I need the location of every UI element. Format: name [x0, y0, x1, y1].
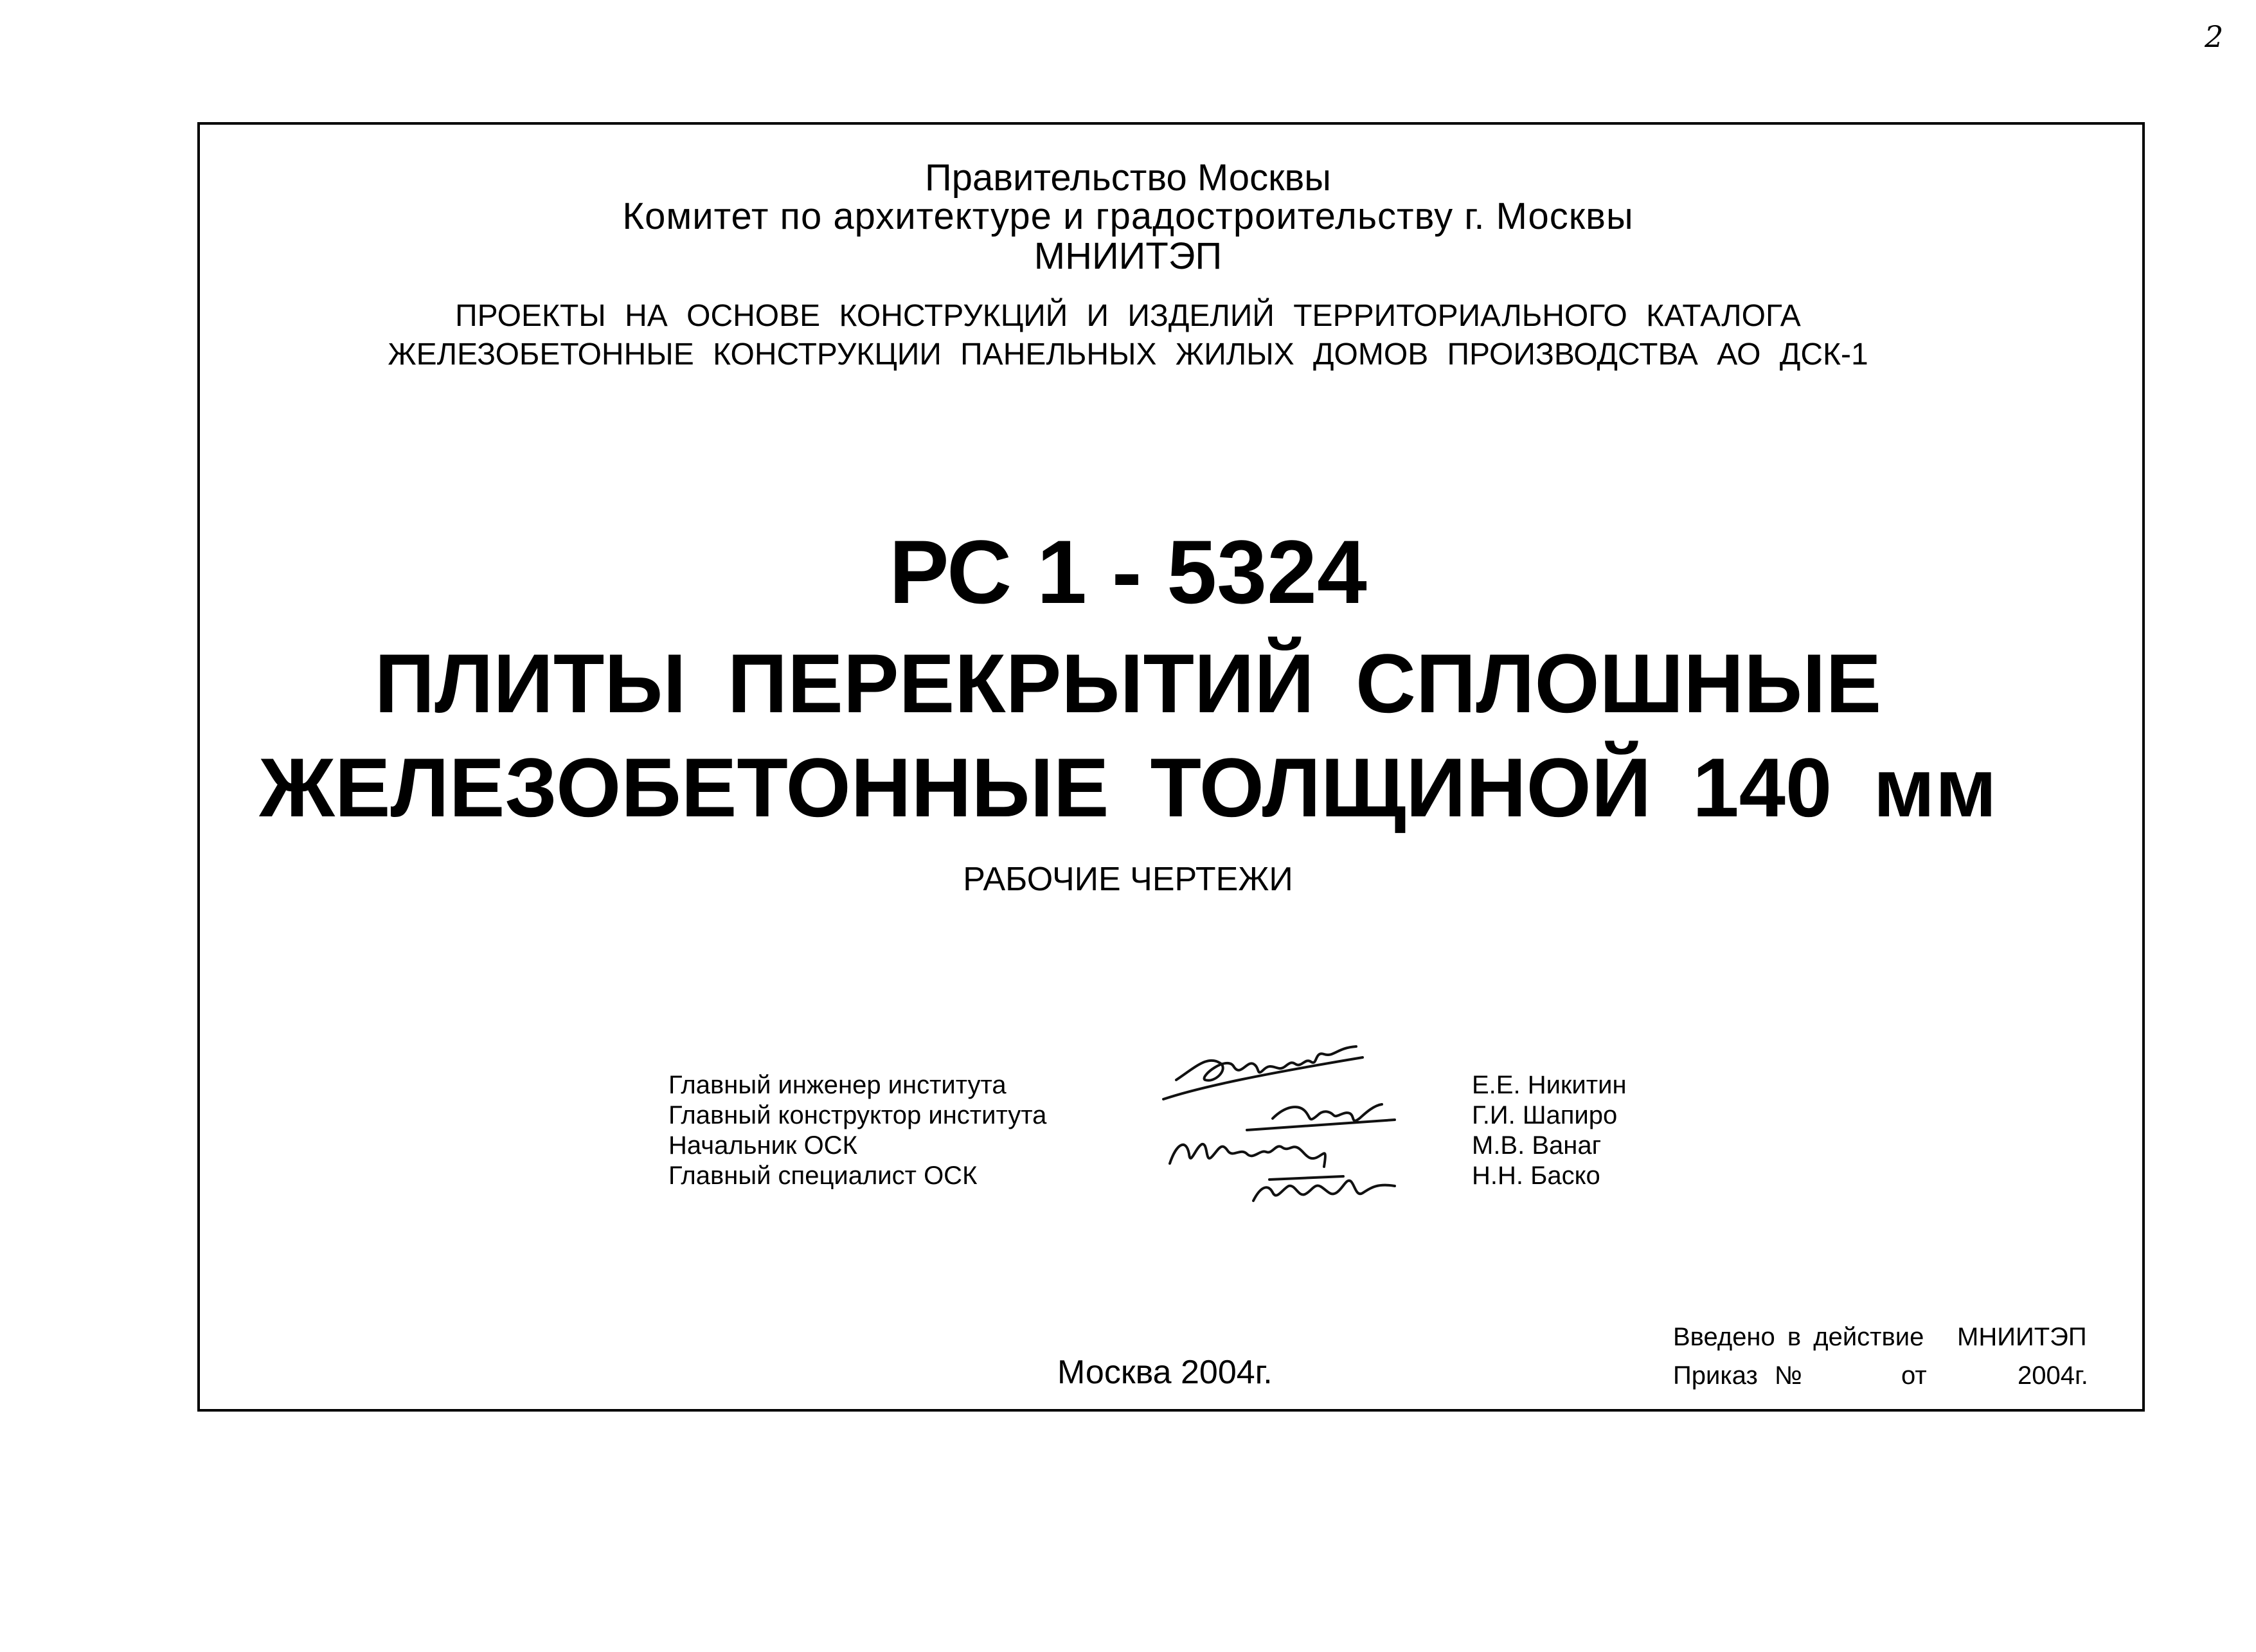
catalog-line-2: ЖЕЛЕЗОБЕТОННЫЕ КОНСТРУКЦИИ ПАНЕЛЬНЫХ ЖИЛЫХ ДОМОВ ПРОИЗВОДСТВА АО ДСК-1: [388, 337, 1868, 372]
document-subtitle: РАБОЧИЕ ЧЕРТЕЖИ: [963, 861, 1293, 898]
document-title-line-1: ПЛИТЫ ПЕРЕКРЫТИЙ СПЛОШНЫЕ: [374, 636, 1882, 730]
approval-name: М.В. Ванаг: [1472, 1131, 1602, 1160]
document-title-line-2: ЖЕЛЕЗОБЕТОННЫЕ ТОЛЩИНОЙ 140 мм: [259, 741, 1997, 834]
order-number-label: №: [1775, 1361, 1802, 1390]
effective-label: Введено в действие: [1673, 1323, 1924, 1351]
signature-1: [1163, 1046, 1363, 1099]
government-heading: Правительство Москвы: [925, 157, 1331, 199]
approval-role: Главный конструктор института: [668, 1101, 1047, 1129]
signature-3: [1170, 1144, 1325, 1167]
catalog-line-1: ПРОЕКТЫ НА ОСНОВЕ КОНСТРУКЦИЙ И ИЗДЕЛИЙ ТЕРРИТОРИАЛЬНОГО КАТАЛОГА: [455, 299, 1801, 333]
approval-role: Начальник ОСК: [668, 1131, 857, 1160]
order-label: Приказ: [1673, 1361, 1758, 1390]
handwritten-signatures: [1150, 1028, 1472, 1215]
order-from-label: от: [1901, 1361, 1927, 1390]
signature-2: [1247, 1104, 1395, 1130]
approval-name: Е.Е. Никитин: [1472, 1071, 1627, 1099]
approval-name: Н.Н. Баско: [1472, 1162, 1600, 1190]
committee-heading: Комитет по архитектуре и градостроительству г. Москвы: [622, 195, 1634, 237]
place-and-year: Москва 2004г.: [1057, 1354, 1273, 1391]
page-number: 2: [2205, 19, 2224, 54]
approval-role: Главный специалист ОСК: [668, 1162, 978, 1190]
effective-organization: МНИИТЭП: [1957, 1323, 2087, 1351]
approval-roles: [668, 1070, 1046, 1191]
approval-name: Г.И. Шапиро: [1472, 1101, 1618, 1129]
order-year: 2004г.: [2018, 1361, 2088, 1390]
approval-role: Главный инженер института: [668, 1071, 1007, 1099]
document-code: РС 1 - 5324: [889, 521, 1367, 622]
signature-4: [1253, 1176, 1395, 1201]
approval-names: [1472, 1070, 1627, 1191]
institute-heading: МНИИТЭП: [1034, 235, 1222, 277]
